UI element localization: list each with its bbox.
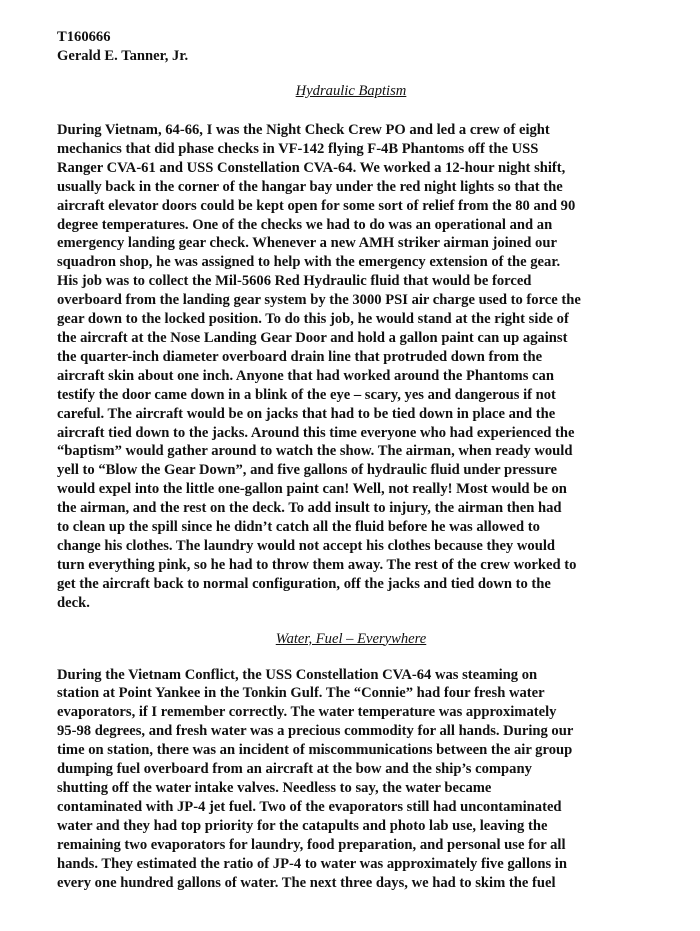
section-body-hydraulic-baptism bbox=[57, 121, 645, 613]
body-line: station at Point Yankee in the Tonkin Gulf. The “Connie” had four fresh water bbox=[57, 685, 545, 702]
body-line: emergency landing gear check. Whenever a new AMH striker airman joined our bbox=[57, 235, 557, 252]
body-line: shutting off the water intake valves. Needless to say, the water became bbox=[57, 780, 492, 796]
body-line: usually back in the corner of the hangar bay under the red night lights so that the bbox=[57, 178, 563, 195]
body-line: turn everything pink, so he had to throw them away. The rest of the crew worked to bbox=[57, 556, 577, 573]
section-body-water-fuel bbox=[57, 666, 645, 893]
body-line: Ranger CVA-61 and USS Constellation CVA-64. We worked a 12-hour night shift, bbox=[57, 159, 566, 176]
body-line: overboard from the landing gear system by the 3000 PSI air charge used to force the bbox=[57, 292, 581, 309]
body-line: get the aircraft back to normal configuration, off the jacks and tied down to the bbox=[57, 575, 551, 592]
section-title-hydraulic-baptism: Hydraulic Baptism bbox=[295, 83, 407, 99]
body-line: yell to “Blow the Gear Down”, and five gallons of hydraulic fluid under pressure bbox=[57, 462, 558, 479]
body-line: deck. bbox=[57, 594, 90, 611]
body-line: During the Vietnam Conflict, the USS Constellation CVA-64 was steaming on bbox=[57, 666, 538, 683]
document-page bbox=[57, 28, 645, 892]
body-line: mechanics that did phase checks in VF-142 flying F-4B Phantoms off the USS bbox=[57, 140, 539, 157]
body-line: the aircraft at the Nose Landing Gear Door and hold a gallon paint can up against bbox=[57, 329, 568, 346]
body-line: During Vietnam, 64-66, I was the Night Check Crew PO and led a crew of eight bbox=[57, 122, 550, 138]
body-line: gear down to the locked position. To do this job, he would stand at the right side of bbox=[57, 311, 569, 328]
body-line: change his clothes. The laundry would not accept his clothes because they would bbox=[57, 537, 555, 554]
body-line: dumping fuel overboard from an aircraft at the bow and the ship’s company bbox=[57, 761, 532, 778]
body-line: the quarter-inch diameter overboard drain line that protruded down from the bbox=[57, 348, 543, 365]
body-line: degree temperatures. One of the checks we had to do was an operational and an bbox=[57, 216, 553, 233]
body-line: water and they had top priority for the catapults and photo lab use, leaving the bbox=[57, 817, 548, 834]
body-line: 95-98 degrees, and fresh water was a precious commodity for all hands. During our bbox=[57, 723, 574, 740]
body-line: testify the door came down in a blink of the eye – scary, yes and dangerous if not bbox=[57, 386, 556, 403]
body-line: the airman, and the rest on the deck. To add insult to injury, the airman then had bbox=[57, 500, 562, 517]
body-line: would expel into the little one-gallon paint can! Well, not really! Most would be on bbox=[57, 481, 567, 498]
body-line: to clean up the spill since he didn’t catch all the fluid before he was allowed to bbox=[57, 519, 540, 536]
body-line: squadron shop, he was assigned to help with the emergency extension of the gear. bbox=[57, 254, 561, 271]
body-line: His job was to collect the Mil-5606 Red Hydraulic fluid that would be forced bbox=[57, 273, 532, 290]
body-line: aircraft tied down to the jacks. Around this time everyone who had experienced the bbox=[57, 424, 575, 441]
body-line: evaporators, if I remember correctly. The water temperature was approximately bbox=[57, 704, 557, 721]
section-title-water-fuel: Water, Fuel – Everywhere bbox=[275, 630, 427, 647]
body-line: time on station, there was an incident of miscommunications between the air group bbox=[57, 742, 573, 759]
body-line: aircraft elevator doors could be kept open for some sort of relief from the 80 and 90 bbox=[57, 197, 576, 214]
body-line: hands. They estimated the ratio of JP-4 to water was approximately five gallons in bbox=[57, 855, 567, 872]
document-id: T160666 bbox=[57, 29, 111, 45]
author-name: Gerald E. Tanner, Jr. bbox=[57, 48, 189, 64]
body-line: careful. The aircraft would be on jacks that had to be tied down in place and the bbox=[57, 405, 556, 422]
body-line: aircraft skin about one inch. Anyone that had worked around the Phantoms can bbox=[57, 367, 554, 384]
body-line: remaining two evaporators for laundry, food preparation, and personal use for all bbox=[57, 836, 566, 853]
body-line: every one hundred gallons of water. The next three days, we had to skim the fuel bbox=[57, 874, 556, 891]
body-line: contaminated with JP-4 jet fuel. Two of the evaporators still had uncontaminated bbox=[57, 798, 562, 815]
body-line: “baptism” would gather around to watch the show. The airman, when ready would bbox=[57, 443, 573, 460]
